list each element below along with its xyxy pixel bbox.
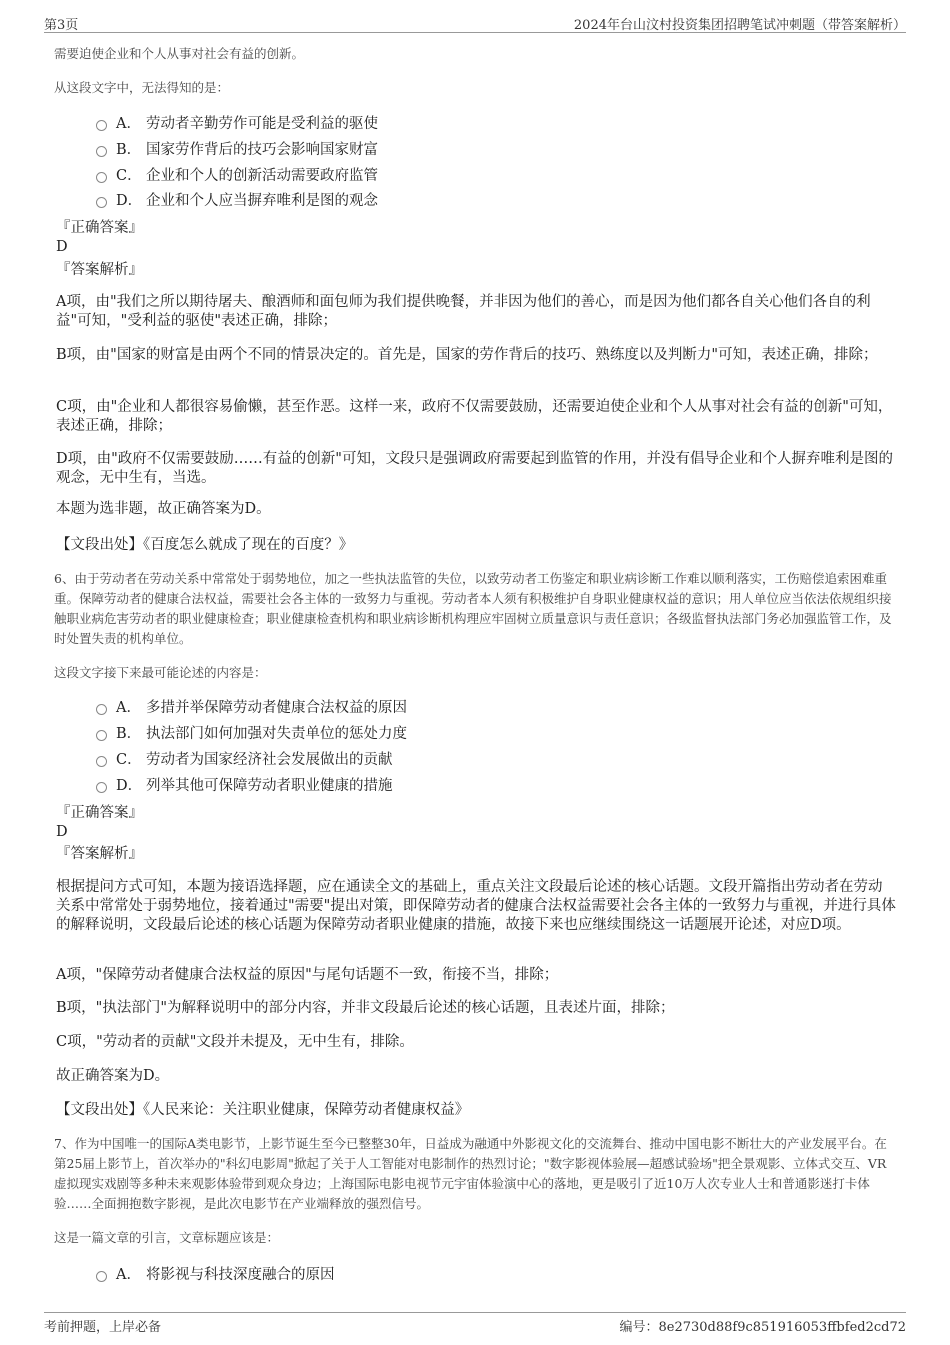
radio-icon[interactable] [96,704,107,715]
q6-analysis-label: 『答案解析』 [56,846,143,862]
q5-answer-label: 『正确答案』 [56,220,143,236]
document-title: 2024年台山汶村投资集团招聘笔试冲刺题（带答案解析） [573,18,906,33]
radio-icon[interactable] [96,730,107,741]
q6-prompt: 这段文字接下来最可能论述的内容是： [54,665,267,680]
q6-option-a[interactable]: A． 多措并举保障劳动者健康合法权益的原因 [96,698,407,718]
radio-icon[interactable] [96,756,107,767]
q5-source: 【文段出处】《百度怎么就成了现在的百度？》 [56,537,354,553]
page-number: 第3页 [44,18,79,33]
q6-option-c[interactable]: C． 劳动者为国家经济社会发展做出的贡献 [96,750,393,770]
q6-stem: 6、由于劳动者在劳动关系中常常处于弱势地位，加之一些执法监管的失位，以致劳动者工伤鉴定和职业病诊断工作难以顺利落实，工伤赔偿追索困难重重。保障劳动者的健康合法权益，需要社会各主体的一致努力与重视。劳动者本人须有积极维护自身职业健康权益的意识；用人单位应当依法依规组织接触职业病危害劳动者的职业健康检查；职业健康检查机构和职业病诊断机构理应牢固树立质量意识与责任意识；各级监督执法部门务必加强监管工作，及时处置失责的机构单位。 [54,571,892,646]
radio-icon[interactable] [96,197,107,208]
q5-prompt: 从这段文字中，无法得知的是： [54,80,230,95]
radio-icon[interactable] [96,1271,107,1282]
q5-analysis-c: C项，由"企业和人都很容易偷懒，甚至作恶。这样一来，政府不仅需要鼓励，还需要迫使企业和个人从事对社会有益的创新"可知，表述正确，排除； [56,399,893,434]
q6-conclusion: 故正确答案为D。 [56,1068,170,1084]
q5-analysis-b: B项，由"国家的财富是由两个不同的情景决定的。首先是，国家的劳作背后的技巧、熟练度以及判断力"可知，表述正确，排除； [56,347,878,363]
q5-stem-tail: 需要迫使企业和个人从事对社会有益的创新。 [54,46,305,61]
q5-analysis-d: D项，由"政府不仅需要鼓励……有益的创新"可知，文段只是强调政府需要起到监管的作用，并没有倡导企业和个人摒弃唯利是图的观念，无中生有，当选。 [56,451,893,486]
q5-option-c[interactable]: C． 企业和个人的创新活动需要政府监管 [96,166,378,186]
page-header [44,12,906,33]
q5-answer: D [56,239,68,255]
q6-analysis-b: B项，"执法部门"为解释说明中的部分内容，并非文段最后论述的核心话题，且表述片面，排除； [56,1000,675,1016]
q6-answer-label: 『正确答案』 [56,805,143,821]
q6-analysis-main: 根据提问方式可知，本题为接语选择题，应在通读全文的基础上，重点关注文段最后论述的核心话题。文段开篇指出劳动者在劳动关系中常常处于弱势地位，接着通过"需要"提出对策，即保障劳动者的健康合法权益需要社会各主体的一致努力与重视，并进行具体的解释说明，文段最后论述的核心话题为保障劳动者职业健康的措施，故接下来也应继续围绕这一话题展开论述，对应D项。 [56,879,896,933]
q5-option-d[interactable]: D． 企业和个人应当摒弃唯利是图的观念 [96,191,378,211]
q5-analysis-label: 『答案解析』 [56,262,143,278]
q5-conclusion: 本题为选非题，故正确答案为D。 [56,501,271,517]
q6-source: 【文段出处】《人民来论：关注职业健康，保障劳动者健康权益》 [56,1102,470,1118]
radio-icon[interactable] [96,782,107,793]
q6-analysis-a: A项，"保障劳动者健康合法权益的原因"与尾句话题不一致，衔接不当，排除； [56,967,559,983]
q6-answer: D [56,824,68,840]
q7-prompt: 这是一篇文章的引言，文章标题应该是： [54,1230,280,1245]
footer-slogan: 考前押题，上岸必备 [44,1320,162,1335]
q5-analysis-a: A项，由"我们之所以期待屠夫、酿酒师和面包师为我们提供晚餐，并非因为他们的善心，而是因为他们都各自关心他们各自的利益"可知，"受利益的驱使"表述正确，排除； [56,294,871,329]
q6-option-d[interactable]: D． 列举其他可保障劳动者职业健康的措施 [96,776,393,796]
q7-option-a[interactable]: A． 将影视与科技深度融合的原因 [96,1265,335,1285]
page-footer [44,1312,906,1335]
footer-serial: 编号：8e2730d88f9c851916053ffbfed2cd72 [619,1320,906,1335]
q5-option-a[interactable]: A． 劳动者辛勤劳作可能是受利益的驱使 [96,114,378,134]
q7-stem: 7、作为中国唯一的国际A类电影节，上影节诞生至今已整整30年，日益成为融通中外影视文化的交流舞台、推动中国电影不断壮大的产业发展平台。在第25届上影节上，首次举办的"科幻电影周"掀起了关于人工智能对电影制作的热烈讨论；"数字影视体验展—超感试验场"把全景观影、立体式交互、VR虚拟现实戏剧等多种未来观影体验带到观众身边；上海国际电影电视节元宇宙体验演中心的落地，更是吸引了近10万人次专业人士和普通影迷打卡体验……全面拥抱数字影视，是此次电影节在产业端释放的强烈信号。 [54,1136,887,1211]
radio-icon[interactable] [96,120,107,131]
q6-analysis-c: C项，"劳动者的贡献"文段并未提及，无中生有，排除。 [56,1034,414,1050]
q5-option-b[interactable]: B． 国家劳作背后的技巧会影响国家财富 [96,140,378,160]
q6-option-b[interactable]: B． 执法部门如何加强对失责单位的惩处力度 [96,724,407,744]
radio-icon[interactable] [96,146,107,157]
radio-icon[interactable] [96,172,107,183]
